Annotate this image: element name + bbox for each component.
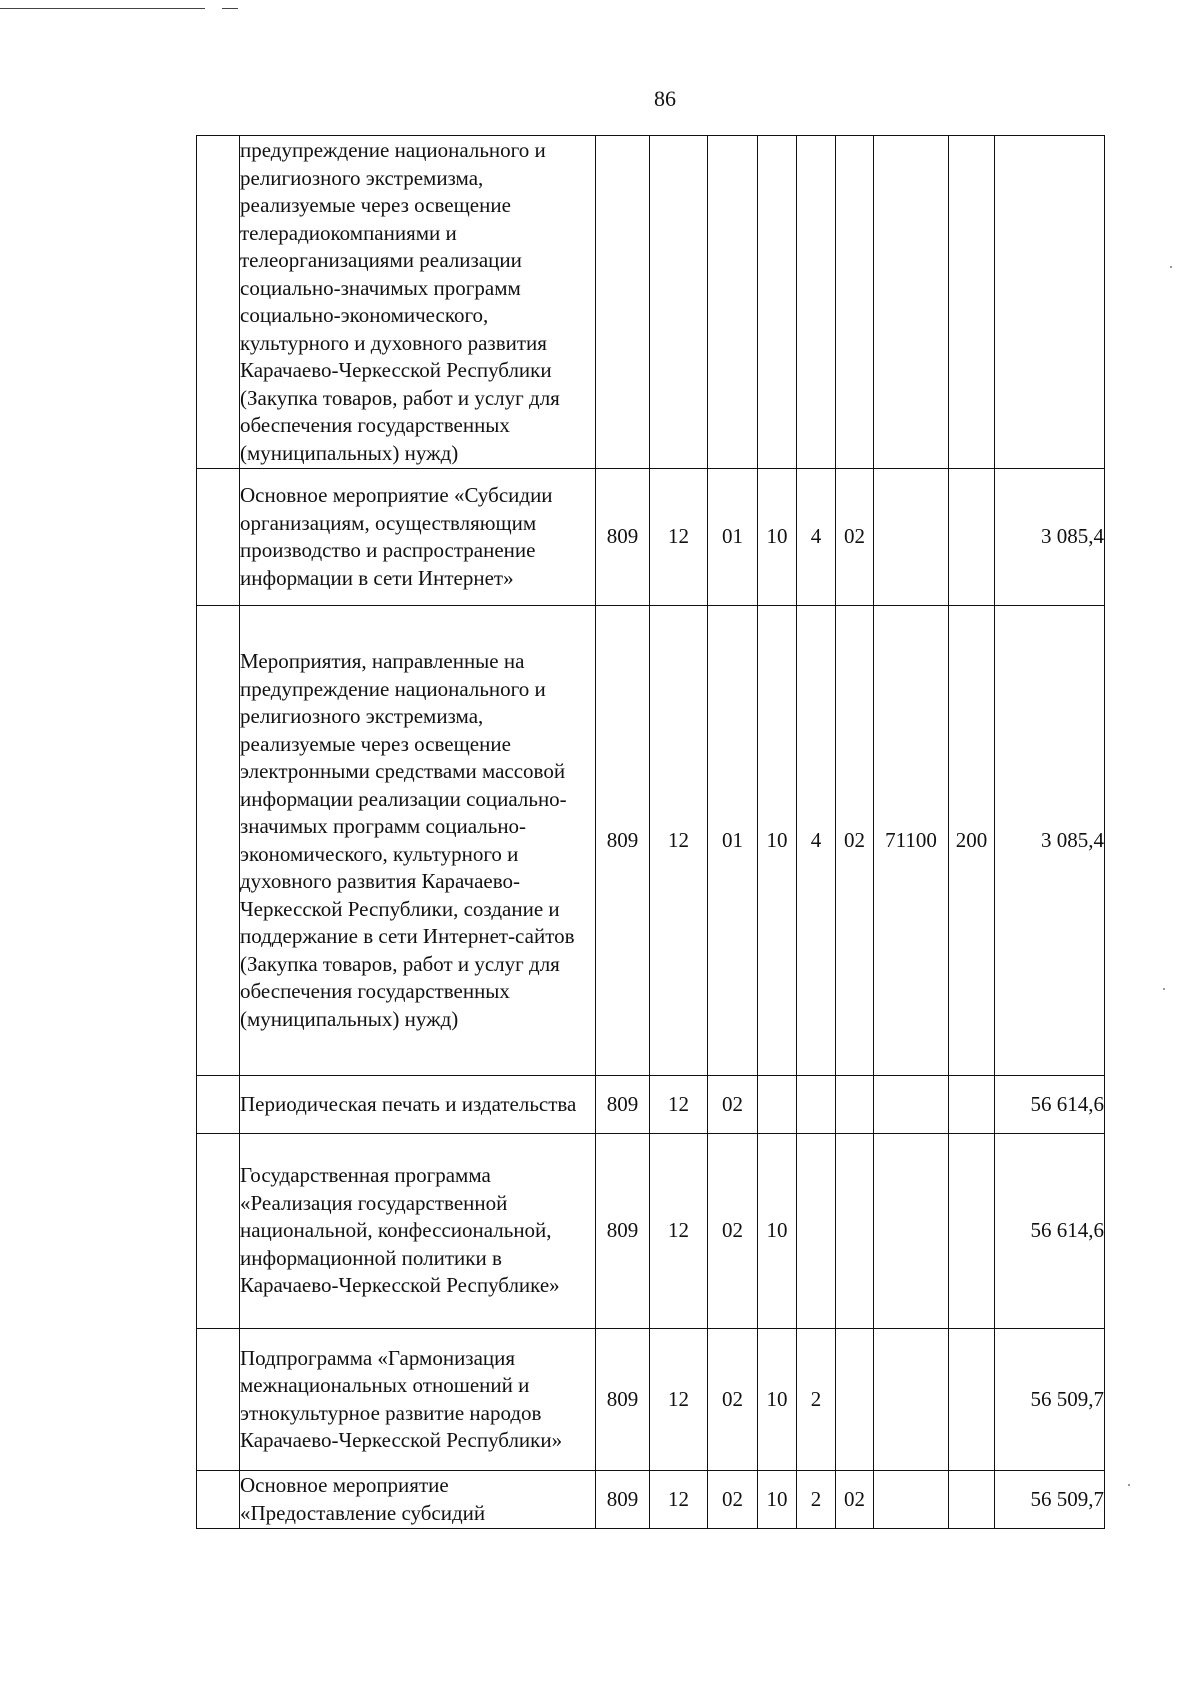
item-description: Основное мероприятие «Предоставление субсидий <box>240 1471 596 1529</box>
item-description: Государственная программа «Реализация государственной национальной, конфессиональной, информационной политики в Карачаево-Черкесской Республике» <box>240 1134 596 1329</box>
target-code-part4 <box>874 469 949 606</box>
section-code: 12 <box>650 1134 708 1329</box>
table-row <box>197 1329 1105 1471</box>
scan-edge-line <box>0 8 205 9</box>
target-code-part1: 10 <box>758 606 797 1076</box>
subsection-code: 02 <box>708 1134 758 1329</box>
scan-speck <box>1128 1484 1130 1486</box>
dept-code <box>596 136 650 469</box>
expense-type-code: 200 <box>949 606 995 1076</box>
row-num-cell <box>197 469 240 606</box>
table-row <box>197 606 1105 1076</box>
row-num-cell <box>197 1329 240 1471</box>
budget-table <box>196 135 1105 1529</box>
target-code-part1 <box>758 1076 797 1134</box>
row-num-cell <box>197 1471 240 1529</box>
target-code-part3: 02 <box>836 1471 874 1529</box>
target-code-part2: 2 <box>797 1471 836 1529</box>
table-row <box>197 1134 1105 1329</box>
section-code: 12 <box>650 1076 708 1134</box>
subsection-code: 01 <box>708 606 758 1076</box>
target-code-part1: 10 <box>758 1329 797 1471</box>
target-code-part3: 02 <box>836 606 874 1076</box>
dept-code: 809 <box>596 469 650 606</box>
expense-type-code <box>949 136 995 469</box>
target-code-part3 <box>836 1134 874 1329</box>
target-code-part3 <box>836 136 874 469</box>
section-code: 12 <box>650 606 708 1076</box>
row-num-cell <box>197 1134 240 1329</box>
section-code: 12 <box>650 469 708 606</box>
table-row <box>197 136 1105 469</box>
scan-speck <box>1163 988 1165 990</box>
target-code-part2: 2 <box>797 1329 836 1471</box>
item-description: Периодическая печать и издательства <box>240 1076 596 1134</box>
section-code <box>650 136 708 469</box>
row-num-cell <box>197 1076 240 1134</box>
item-description: предупреждение национального и религиозного экстремизма, реализуемые через освещение телерадиокомпаниями и телеорганизациями реализации социально-значимых программ социально-экономического, культурного и духовного развития Карачаево-Черкесской Республики (Закупка товаров, работ и услуг для обеспечения государственных (муниципальных) нужд) <box>240 136 596 469</box>
amount: 56 614,6 <box>995 1076 1105 1134</box>
target-code-part3: 02 <box>836 469 874 606</box>
row-num-cell <box>197 136 240 469</box>
target-code-part4: 71100 <box>874 606 949 1076</box>
target-code-part4 <box>874 1134 949 1329</box>
target-code-part4 <box>874 1076 949 1134</box>
item-description: Подпрограмма «Гармонизация межнациональных отношений и этнокультурное развитие народов Карачаево-Черкесской Республики» <box>240 1329 596 1471</box>
expense-type-code <box>949 1076 995 1134</box>
row-num-cell <box>197 606 240 1076</box>
amount <box>995 136 1105 469</box>
target-code-part3 <box>836 1329 874 1471</box>
subsection-code: 01 <box>708 469 758 606</box>
table-body <box>197 136 1105 1529</box>
table-row <box>197 1471 1105 1529</box>
subsection-code: 02 <box>708 1329 758 1471</box>
expense-type-code <box>949 1471 995 1529</box>
expense-type-code <box>949 1329 995 1471</box>
subsection-code: 02 <box>708 1471 758 1529</box>
dept-code: 809 <box>596 1134 650 1329</box>
target-code-part2: 4 <box>797 469 836 606</box>
amount: 3 085,4 <box>995 606 1105 1076</box>
dept-code: 809 <box>596 1076 650 1134</box>
target-code-part2 <box>797 136 836 469</box>
amount: 56 509,7 <box>995 1329 1105 1471</box>
subsection-code <box>708 136 758 469</box>
target-code-part1: 10 <box>758 1134 797 1329</box>
page-number: 86 <box>654 86 676 111</box>
dept-code: 809 <box>596 1471 650 1529</box>
amount: 56 509,7 <box>995 1471 1105 1529</box>
dept-code: 809 <box>596 606 650 1076</box>
target-code-part4 <box>874 1471 949 1529</box>
expense-type-code <box>949 469 995 606</box>
table-row <box>197 469 1105 606</box>
target-code-part4 <box>874 136 949 469</box>
subsection-code: 02 <box>708 1076 758 1134</box>
item-description: Основное мероприятие «Субсидии организациям, осуществляющим производство и распространение информации в сети Интернет» <box>240 469 596 606</box>
target-code-part1 <box>758 136 797 469</box>
item-description: Мероприятия, направленные на предупреждение национального и религиозного экстремизма, реализуемые через освещение электронными средствами массовой информации реализации социально-значимых программ социально-экономического, культурного и духовного развития Карачаево-Черкесской Республики, создание и поддержание в сети Интернет-сайтов (Закупка товаров, работ и услуг для обеспечения государственных (муниципальных) нужд) <box>240 606 596 1076</box>
scan-edge-mark <box>222 8 238 9</box>
amount: 56 614,6 <box>995 1134 1105 1329</box>
section-code: 12 <box>650 1471 708 1529</box>
target-code-part1: 10 <box>758 469 797 606</box>
expense-type-code <box>949 1134 995 1329</box>
section-code: 12 <box>650 1329 708 1471</box>
target-code-part3 <box>836 1076 874 1134</box>
table-row <box>197 1076 1105 1134</box>
scan-speck <box>1170 266 1172 268</box>
target-code-part2 <box>797 1076 836 1134</box>
target-code-part2 <box>797 1134 836 1329</box>
target-code-part2: 4 <box>797 606 836 1076</box>
target-code-part1: 10 <box>758 1471 797 1529</box>
target-code-part4 <box>874 1329 949 1471</box>
amount: 3 085,4 <box>995 469 1105 606</box>
dept-code: 809 <box>596 1329 650 1471</box>
